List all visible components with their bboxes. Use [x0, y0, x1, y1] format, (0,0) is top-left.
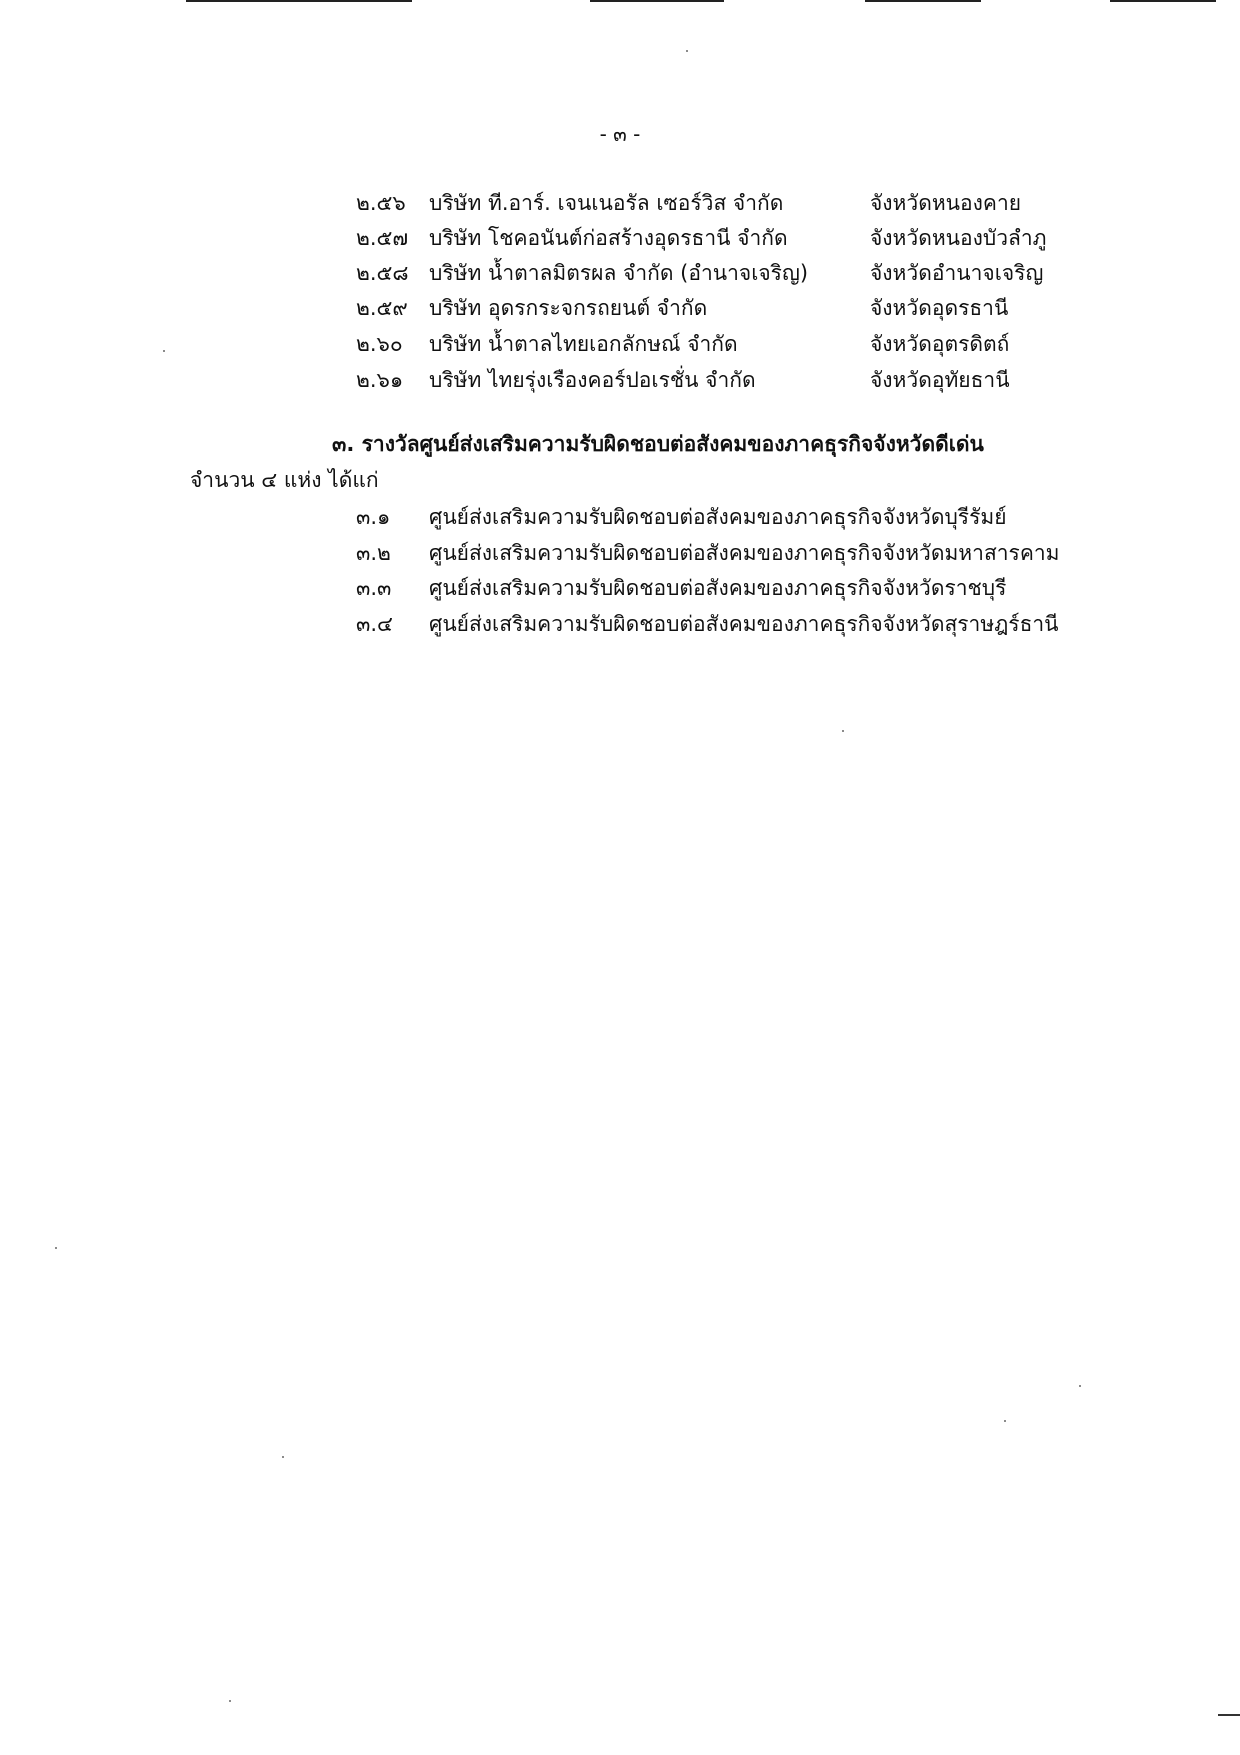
item-number: ๓.๓: [356, 576, 392, 600]
province-name: จังหวัดหนองคาย: [870, 191, 1022, 215]
top-rule: [865, 0, 981, 2]
top-rule: [186, 0, 412, 2]
company-name: บริษัท ไทยรุ่งเรืองคอร์ปอเรชั่น จำกัด: [429, 368, 756, 392]
item-number: ๒.๖๑: [356, 368, 404, 392]
top-rule: [1110, 0, 1216, 2]
item-number: ๒.๕๖: [356, 191, 406, 215]
province-name: จังหวัดอุตรดิตถ์: [870, 332, 1010, 356]
company-row: [356, 364, 1076, 396]
scan-speck: [842, 730, 844, 732]
center-name: ศูนย์ส่งเสริมความรับผิดชอบต่อสังคมของภาคธุรกิจจังหวัดมหาสารคาม: [429, 541, 1060, 565]
province-name: จังหวัดหนองบัวลำภู: [870, 226, 1047, 250]
company-row: [356, 187, 1076, 219]
company-row: [356, 292, 1076, 324]
item-number: ๓.๔: [356, 612, 393, 636]
scan-speck: [55, 1247, 57, 1249]
section-count-text: จำนวน ๔ แห่ง ได้แก่: [190, 468, 379, 492]
section-heading: ๓. รางวัลศูนย์ส่งเสริมความรับผิดชอบต่อสังคมของภาคธุรกิจจังหวัดดีเด่น: [332, 432, 984, 456]
item-number: ๒.๕๙: [356, 296, 408, 320]
item-number: ๓.๑: [356, 505, 391, 529]
item-number: ๓.๒: [356, 541, 391, 565]
item-number: ๒.๕๗: [356, 226, 409, 250]
scan-speck: [163, 350, 165, 352]
center-name: ศูนย์ส่งเสริมความรับผิดชอบต่อสังคมของภาคธุรกิจจังหวัดบุรีรัมย์: [429, 505, 1007, 529]
company-name: บริษัท อุดรกระจกรถยนต์ จำกัด: [429, 296, 708, 320]
company-row: [356, 257, 1076, 289]
company-name: บริษัท น้ำตาลไทยเอกลักษณ์ จำกัด: [429, 332, 738, 356]
center-name: ศูนย์ส่งเสริมความรับผิดชอบต่อสังคมของภาคธุรกิจจังหวัดราชบุรี: [429, 576, 1007, 600]
scan-speck: [1004, 1420, 1006, 1422]
company-name: บริษัท น้ำตาลมิตรผล จำกัด (อำนาจเจริญ): [429, 261, 809, 285]
scan-speck: [1079, 1385, 1081, 1387]
province-name: จังหวัดอุดรธานี: [870, 296, 1009, 320]
center-name: ศูนย์ส่งเสริมความรับผิดชอบต่อสังคมของภาคธุรกิจจังหวัดสุราษฎร์ธานี: [429, 612, 1059, 636]
page-number: - ๓ -: [599, 122, 641, 146]
top-rule: [590, 0, 724, 2]
scan-speck: [229, 1700, 231, 1702]
margin-mark: [1218, 1714, 1240, 1716]
company-row: [356, 328, 1076, 360]
item-number: ๒.๖๐: [356, 332, 403, 356]
company-name: บริษัท โชคอนันต์ก่อสร้างอุดรธานี จำกัด: [429, 226, 788, 250]
province-name: จังหวัดอำนาจเจริญ: [870, 261, 1044, 285]
company-name: บริษัท ที.อาร์. เจนเนอรัล เซอร์วิส จำกัด: [429, 191, 784, 215]
province-name: จังหวัดอุทัยธานี: [870, 368, 1010, 392]
scan-speck: [282, 1456, 284, 1458]
item-number: ๒.๕๘: [356, 261, 409, 285]
scan-speck: [686, 50, 688, 52]
company-row: [356, 222, 1076, 254]
